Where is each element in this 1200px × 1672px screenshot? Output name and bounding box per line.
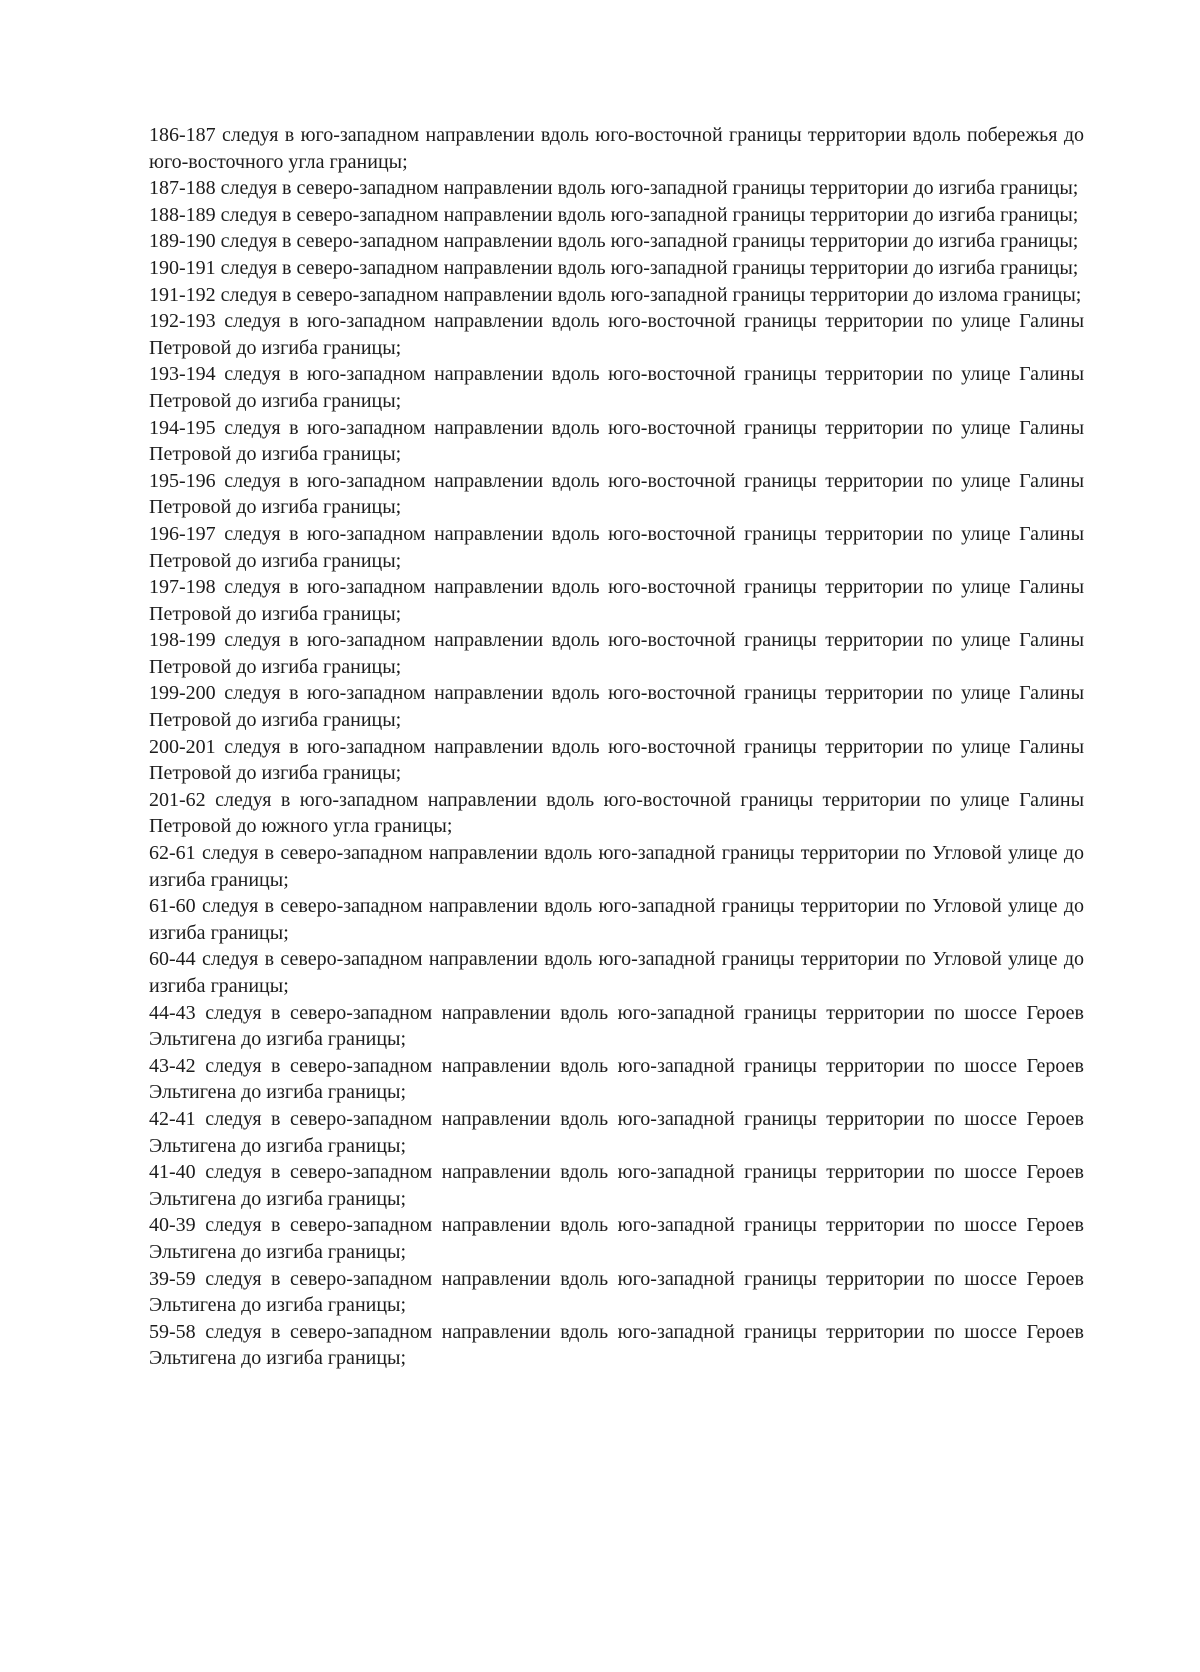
- segment-number: 43-42: [149, 1054, 196, 1077]
- segment-description: следуя в юго-западном направлении вдоль юго-восточной границы территории по улице Галины Петровой до изгиба границы;: [149, 576, 1085, 625]
- segment-number: 197-198: [149, 576, 216, 599]
- segment-number: 188-189: [149, 203, 216, 226]
- segment-description: следуя в северо-западном направлении вдоль юго-западной границы территории по Угловой улице до изгиба границы;: [149, 895, 1085, 944]
- segment-description: следуя в юго-западном направлении вдоль юго-восточной границы территории по улице Галины Петровой до изгиба границы;: [149, 735, 1085, 785]
- document-body: [149, 122, 1084, 1372]
- segment-number: 40-39: [149, 1214, 196, 1237]
- entry-195-196: [149, 468, 1084, 521]
- segment-number: 198-199: [149, 629, 216, 652]
- entry-42-41: [149, 1106, 1084, 1159]
- entry-43-42: [149, 1053, 1084, 1106]
- segment-description: следуя в северо-западном направлении вдоль юго-западной границы территории по шоссе Героев Эльтигена до изгиба границы;: [149, 1320, 1085, 1370]
- entry-62-61: [149, 840, 1084, 893]
- entry-200-201: [149, 734, 1084, 787]
- segment-description: следуя в северо-западном направлении вдоль юго-западной границы территории по Угловой улице до изгиба границы;: [149, 842, 1085, 891]
- entry-41-40: [149, 1159, 1084, 1212]
- segment-number: 200-201: [149, 735, 216, 758]
- segment-description: следуя в северо-западном направлении вдоль юго-западной границы территории по шоссе Героев Эльтигена до изгиба границы;: [149, 1107, 1085, 1157]
- segment-number: 193-194: [149, 363, 216, 386]
- entry-201-62: [149, 787, 1084, 840]
- segment-description: следуя в северо-западном направлении вдоль юго-западной границы территории до изгиба границы;: [220, 177, 1079, 200]
- segment-description: следуя в северо-западном направлении вдоль юго-западной границы территории по шоссе Героев Эльтигена до изгиба границы;: [149, 1161, 1085, 1210]
- segment-description: следуя в северо-западном направлении вдоль юго-западной границы территории по шоссе Героев Эльтигена до изгиба границы;: [149, 1267, 1085, 1317]
- segment-number: 199-200: [149, 682, 216, 705]
- entry-44-43: [149, 1000, 1084, 1053]
- segment-number: 187-188: [149, 177, 216, 200]
- segment-number: 186-187: [149, 124, 216, 146]
- segment-number: 41-40: [149, 1161, 196, 1184]
- entry-59-58: [149, 1319, 1084, 1372]
- entry-60-44: [149, 946, 1084, 999]
- entry-193-194: [149, 361, 1084, 414]
- entry-186-187: [149, 122, 1084, 175]
- entry-197-198: [149, 574, 1084, 627]
- segment-description: следуя в юго-западном направлении вдоль юго-восточной границы территории по улице Галины Петровой до изгиба границы;: [149, 682, 1085, 732]
- segment-description: следуя в юго-западном направлении вдоль юго-восточной границы территории по улице Галины Петровой до изгиба границы;: [149, 363, 1085, 412]
- segment-description: следуя в юго-западном направлении вдоль юго-восточной границы территории вдоль побережья до юго-восточного угла границы;: [149, 124, 1085, 173]
- segment-description: следуя в северо-западном направлении вдоль юго-западной границы территории по шоссе Героев Эльтигена до изгиба границы;: [149, 1214, 1085, 1263]
- segment-number: 44-43: [149, 1001, 196, 1024]
- segment-description: следуя в северо-западном направлении вдоль юго-западной границы территории до изгиба границы;: [220, 203, 1079, 226]
- segment-number: 190-191: [149, 256, 216, 279]
- entry-191-192: [149, 282, 1084, 309]
- entry-198-199: [149, 627, 1084, 680]
- entry-189-190: [149, 228, 1084, 255]
- segment-number: 42-41: [149, 1107, 196, 1130]
- segment-number: 191-192: [149, 283, 216, 306]
- entry-39-59: [149, 1266, 1084, 1319]
- segment-description: следуя в юго-западном направлении вдоль юго-восточной границы территории по улице Галины Петровой до изгиба границы;: [149, 469, 1085, 519]
- segment-number: 61-60: [149, 895, 196, 918]
- segment-number: 192-193: [149, 310, 216, 333]
- segment-number: 39-59: [149, 1267, 196, 1290]
- segment-description: следуя в северо-западном направлении вдоль юго-западной границы территории по шоссе Героев Эльтигена до изгиба границы;: [149, 1054, 1085, 1104]
- segment-description: следуя в юго-западном направлении вдоль юго-восточной границы территории по улице Галины Петровой до изгиба границы;: [149, 310, 1085, 359]
- segment-number: 189-190: [149, 230, 216, 253]
- entry-194-195: [149, 415, 1084, 468]
- segment-number: 201-62: [149, 788, 206, 811]
- segment-description: следуя в юго-западном направлении вдоль юго-восточной границы территории по улице Галины Петровой до изгиба границы;: [149, 416, 1085, 466]
- segment-description: следуя в северо-западном направлении вдоль юго-западной границы территории по шоссе Героев Эльтигена до изгиба границы;: [149, 1001, 1085, 1051]
- entry-192-193: [149, 308, 1084, 361]
- segment-number: 196-197: [149, 522, 216, 545]
- entry-190-191: [149, 255, 1084, 282]
- segment-number: 62-61: [149, 842, 196, 865]
- segment-number: 59-58: [149, 1320, 196, 1343]
- entry-187-188: [149, 175, 1084, 202]
- entry-199-200: [149, 680, 1084, 733]
- segment-number: 194-195: [149, 416, 216, 439]
- segment-description: следуя в северо-западном направлении вдоль юго-западной границы территории до изгиба границы;: [220, 230, 1079, 253]
- segment-description: следуя в юго-западном направлении вдоль юго-восточной границы территории по улице Галины Петровой до изгиба границы;: [149, 629, 1085, 678]
- segment-description: следуя в юго-западном направлении вдоль юго-восточной границы территории по улице Галины Петровой до изгиба границы;: [149, 522, 1085, 572]
- segment-description: следуя в юго-западном направлении вдоль юго-восточной границы территории по улице Галины Петровой до южного угла границы;: [149, 788, 1085, 838]
- entry-61-60: [149, 893, 1084, 946]
- segment-description: следуя в северо-западном направлении вдоль юго-западной границы территории до изгиба границы;: [220, 256, 1079, 279]
- entry-188-189: [149, 202, 1084, 229]
- entry-196-197: [149, 521, 1084, 574]
- segment-number: 195-196: [149, 469, 216, 492]
- segment-description: следуя в северо-западном направлении вдоль юго-западной границы территории по Угловой улице до изгиба границы;: [149, 948, 1085, 997]
- segment-description: следуя в северо-западном направлении вдоль юго-западной границы территории до излома границы;: [220, 283, 1082, 306]
- entry-40-39: [149, 1212, 1084, 1265]
- segment-number: 60-44: [149, 948, 196, 971]
